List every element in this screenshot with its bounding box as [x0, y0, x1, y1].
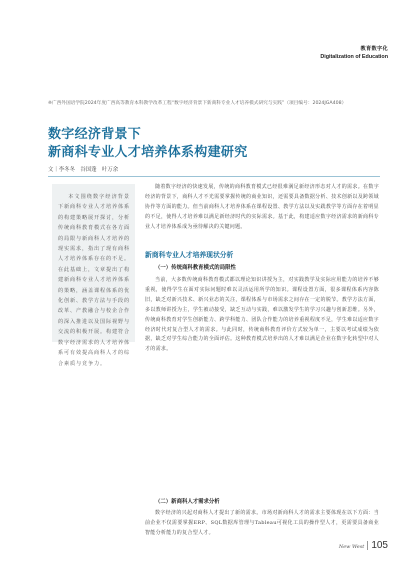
- abstract-text: 本文围绕数字经济背景下新商科专业人才培养体系的构建策略展开探讨，分析传统商科教育模式在各方面的局限与新商科人才培养的现实需求，指出了现有商科人才培养体系存在的不足。在此基础上，文章提出了构建新商科专业人才培养体系的策略，涵盖课程体系的优化创新、教学方法与手段的改革、产教融合与校企合作的深入推进以及国际视野与交流的积极开展。构建符合数字经济需求的人才培养体系可有效提高商科人才的综合素质与竞争力。: [58, 194, 130, 367]
- section-heading: 新商科专业人才培养现状分析: [145, 251, 234, 259]
- article-authors: 文｜李冬冬 谷国蓬 叶万余: [48, 167, 119, 173]
- subsection-1-paragraph: 当前，大多数传统商科教育模式都以理论知识讲授为主，对实践教学及实际应用能力的培养不够重视，使得学生在面对实际问题时难以灵活运用所学的知识。课程设置方面，很多课程体系内容陈旧，缺乏对新兴技术、新兴业态的关注，课程体系与市场需求之间存在一定的脱节。教学方法方面，多以教师讲授为主，学生被动接受，缺乏互动与实践，难以激发学生的学习兴趣与创新思维。另外，传统商科教育对学生创新能力、跨学科能力、团队合作能力的培养重视程度不足，学生难以适应数字经济时代对复合型人才的需求。与此同时，传统商科教育评价方式较为单一，主要以考试成绩为依据，缺乏对学生综合能力的全面评估。这种教育模式培养出的人才难以满足企业在数字化转型中对人才的需求。: [145, 277, 379, 353]
- footer-separator: [367, 541, 368, 550]
- subsection-2-paragraph: 数字经济的兴起对商科人才提出了新的需求。市场对新商科人才的需求主要体现在以下方面：当前企业不仅需要掌握ERP、SQL数据库管理与Tableau可视化工具的操作型人才，更需要具备商业智能分析能力的复合型人才。: [145, 510, 379, 536]
- abstract-box: [52, 184, 135, 367]
- subsection-heading-2: （二）新商科人才需求分析: [155, 499, 220, 505]
- section-name-en: Digitalization of Education: [320, 54, 388, 60]
- title-divider: [48, 176, 380, 177]
- intro-paragraph: 随着数字经济的快速发展，传统的商科教育模式已经很难满足新经济形态对人才的需求。在数字经济的背景下，商科人才不光需要掌握传统的商业知识，还需要具备数据分析、技术创新以及跨领域协作等方面的能力。但当前商科人才培养体系在课程设置、教学方法以及实践教学等方面存在着明显的不足，使得人才培养难以满足新经济时代的实际需求。基于此，构建适应数字经济需求的新商科专业人才培养体系成为亟待解决的关键问题。: [145, 184, 379, 230]
- section-header: [320, 45, 388, 60]
- page-footer: [339, 540, 388, 551]
- subsection-1-block: [145, 276, 379, 355]
- magazine-name: New West: [338, 544, 365, 550]
- article-title-line-2: 新商科专业人才培养体系构建研究: [48, 145, 248, 160]
- section-name-cn: 教育数字化: [360, 46, 388, 52]
- subsection-2-block: [145, 509, 379, 539]
- article-title-line-1: 数字经济背景下: [48, 127, 142, 142]
- page-number: 105: [371, 540, 388, 551]
- article-title: [48, 126, 348, 162]
- subsection-heading-1: （一）传统商科教育模式的局限性: [155, 265, 236, 271]
- funding-note: ※广西外国语学院2024年度广西高等教育本科教学改革工程“数字经济背景下新商科专业人才培养模式研究与实践”（项目编号：2024JGA408）: [48, 101, 347, 106]
- intro-block: [145, 183, 379, 233]
